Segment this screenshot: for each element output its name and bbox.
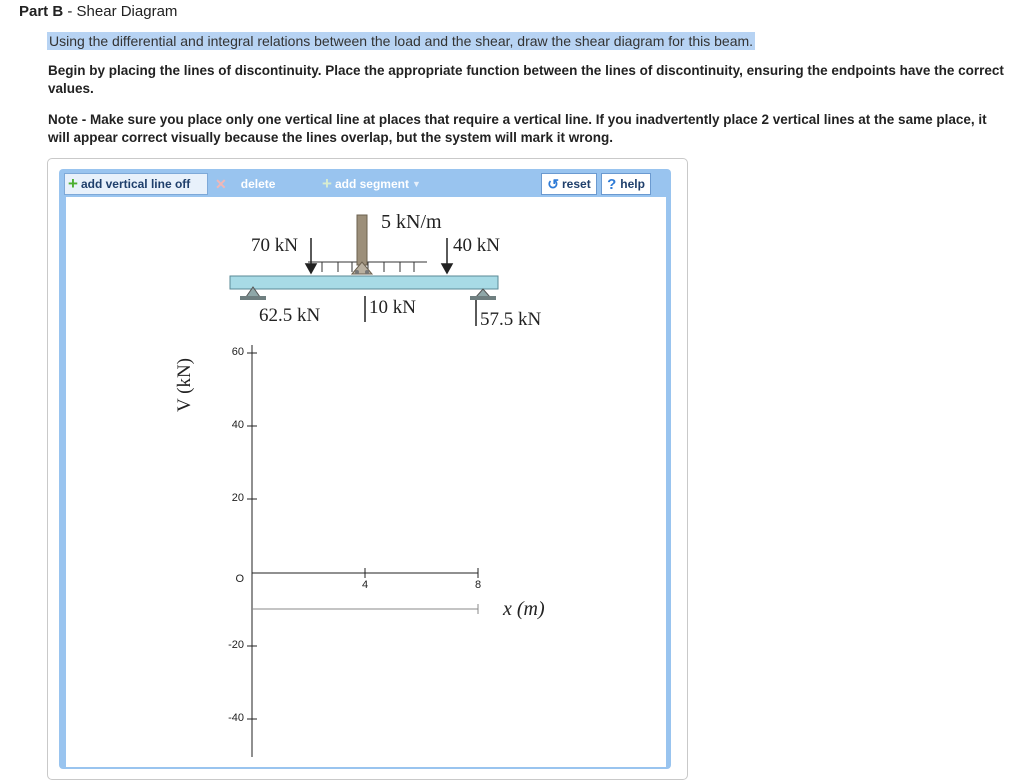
dist-load-label: 5 kN/m	[381, 211, 442, 233]
y-tick-label: O	[235, 573, 244, 585]
add-segment-label: add segment	[334, 177, 409, 191]
right-support	[470, 289, 496, 300]
step-instruction: Begin by placing the lines of discontinuity. Place the appropriate function between the lines of discontinuity, ensuring the endpoints have the correct values.	[48, 63, 1004, 96]
plus-icon: +	[322, 174, 332, 193]
add-vertical-label: add vertical line off	[80, 177, 191, 191]
point-load-70-arrow	[306, 238, 316, 273]
chevron-down-icon: ▼	[411, 179, 421, 189]
y-tick-label: 40	[231, 419, 244, 431]
x-tick-label: 4	[361, 579, 369, 591]
reaction-right-label: 57.5 kN	[480, 309, 542, 330]
y-tick-label: 60	[231, 346, 244, 358]
y-axis-label: V (kN)	[174, 358, 195, 413]
center-support	[352, 215, 372, 274]
note-instruction: Note - Make sure you place only one vertical line at places that require a vertical line. If you inadvertently place 2 vertical lines at the same place, it will appear correct visually because the lines overlap, but the system will mark it wrong.	[48, 112, 987, 145]
plus-icon: +	[68, 174, 78, 193]
help-label: help	[620, 177, 645, 191]
part-subtitle: Shear Diagram	[76, 3, 178, 20]
y-tick-label: -20	[228, 639, 244, 651]
y-tick-label: -40	[228, 712, 244, 724]
load-40-label: 40 kN	[453, 235, 500, 256]
x-axis	[252, 568, 478, 578]
reaction-mid-label: 10 kN	[369, 297, 416, 318]
beam	[230, 276, 498, 289]
question-icon: ?	[607, 175, 617, 193]
load-70-label: 70 kN	[251, 235, 298, 256]
x-axis-label: x (m)	[503, 598, 545, 620]
reset-icon: ↺	[547, 175, 560, 192]
title-separator: -	[63, 3, 77, 20]
delete-icon: ✕	[215, 175, 227, 192]
reaction-left-label: 62.5 kN	[259, 305, 321, 326]
part-label: Part B	[19, 3, 64, 20]
y-tick-label: 20	[231, 492, 244, 504]
delete-label: delete	[240, 177, 276, 191]
point-load-40-arrow	[442, 238, 452, 273]
highlighted-instruction: Using the differential and integral relations between the load and the shear, draw the shear diagram for this beam.	[49, 33, 754, 49]
reset-label: reset	[562, 177, 591, 191]
x-tick-label: 8	[474, 579, 482, 591]
